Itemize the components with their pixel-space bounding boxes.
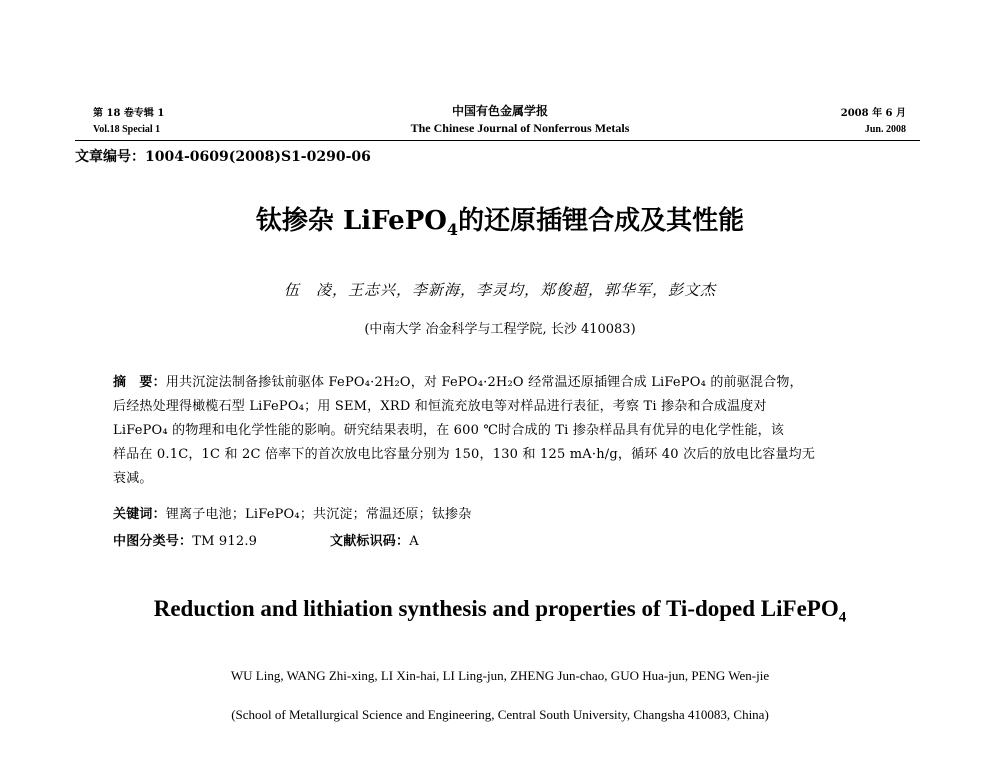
title-cn <box>0 200 1000 239</box>
date-cn: 2008 年 6 月 <box>840 108 906 119</box>
title-cn-post: 的还原插锂合成及其性能 <box>458 206 745 236</box>
abstract-line: 样品在 0.1C，1C 和 2C 倍率下的首次放电比容量分别为 150，130 和 125 mA·h/g，循环 40 次后的放电比容量均无 <box>113 447 816 462</box>
abstract-line: LiFePO₄ 的物理和电化学性能的影响。研究结果表明，在 600 ℃时合成的 Ti 掺杂样品具有优异的电化学性能，该 <box>113 423 785 438</box>
keywords-label: 关键词： <box>113 507 166 522</box>
date-en: Jun. 2008 <box>864 124 906 135</box>
title-en-sub: 4 <box>838 609 847 626</box>
abstract-line: 后经热处理得橄榄石型 LiFePO₄；用 SEM，XRD 和恒流充放电等对样品进行表征，考察 Ti 掺杂和合成温度对 <box>113 399 767 414</box>
abstract-line: 衰减。 <box>113 471 153 486</box>
authors-cn: 伍 凌，王志兴，李新海，李灵均，郑俊超，郭华军，彭文杰 <box>283 281 716 299</box>
issue-en: Vol.18 Special 1 <box>93 124 161 135</box>
doc-code-label: 文献标识码： <box>330 534 410 549</box>
affiliation-cn: (中南大学 冶金科学与工程学院, 长沙 410083) <box>364 322 636 337</box>
keywords-text: 锂离子电池；LiFePO₄；共沉淀；常温还原；钛掺杂 <box>165 507 472 522</box>
header-rule <box>75 140 920 141</box>
issue-cn: 第 18 卷专辑 1 <box>93 108 165 119</box>
title-cn-pre: 钛掺杂 LiFePO <box>255 206 447 236</box>
abstract-cn <box>113 371 913 491</box>
clc-label: 中图分类号： <box>113 534 193 549</box>
title-cn-sub: 4 <box>446 220 459 240</box>
abstract-line: 摘 要：用共沉淀法制备掺钛前驱体 FePO₄·2H₂O，对 FePO₄·2H₂O 经常温还原插锂合成 LiFePO₄ 的前驱混合物， <box>113 375 803 390</box>
abstract-label: 摘 要： <box>113 375 166 390</box>
doc-code-value: A <box>409 534 419 549</box>
title-en-pre: Reduction and lithiation synthesis and properties of Ti-doped LiFePO <box>153 596 839 621</box>
title-en <box>0 596 1000 627</box>
journal-title-cn: 中国有色金属学报 <box>451 104 548 118</box>
journal-title-en: The Chinese Journal of Nonferrous Metals <box>410 121 630 135</box>
authors-en: WU Ling, WANG Zhi-xing, LI Xin-hai, LI Ling-jun, ZHENG Jun-chao, GUO Hua-jun, PENG Wen-jie <box>230 668 770 683</box>
clc-number <box>113 530 257 554</box>
keywords-cn <box>113 503 913 527</box>
document-code <box>330 530 419 554</box>
clc-value: TM 912.9 <box>192 534 258 549</box>
affiliation-en: (School of Metallurgical Science and Engineering, Central South University, Changsha 410083, China) <box>231 707 769 722</box>
article-number: 文章编号：1004-0609(2008)S1-0290-06 <box>75 149 371 165</box>
